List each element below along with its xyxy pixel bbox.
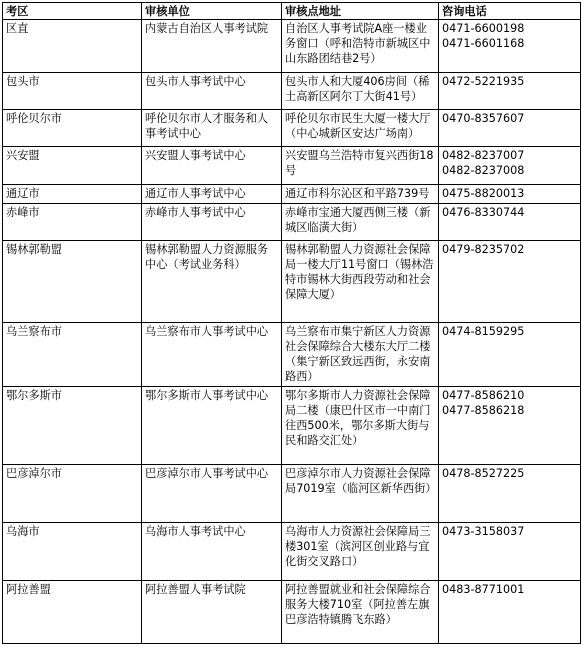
table-row [3, 464, 581, 522]
header-address: 审核点地址 [282, 3, 439, 20]
region-cell: 包头市 [3, 72, 142, 109]
phone-number: 0472-5221935 [442, 74, 525, 88]
phone-number: 0475-8820013 [442, 186, 525, 200]
phone-cell [439, 241, 581, 323]
phone-number: 0482-8237007 [442, 149, 525, 163]
region-cell: 通辽市 [3, 184, 142, 204]
region-cell: 鄂尔多斯市 [3, 387, 142, 465]
region-cell: 区直 [3, 20, 142, 73]
table-row [3, 20, 581, 73]
region-cell: 乌兰察布市 [3, 323, 142, 387]
address-cell: 鄂尔多斯市人力资源社会保障局二楼（康巴什区市一中南门往西500米，鄂尔多斯大街与民和路交汇处） [282, 387, 439, 465]
address-cell: 阿拉善盟就业和社会保障综合服务大楼710室（阿拉善左旗巴彦浩特镇腾飞东路） [282, 580, 439, 643]
unit-cell: 巴彦淖尔市人事考试中心 [142, 464, 282, 522]
table-row [3, 72, 581, 109]
unit-cell: 包头市人事考试中心 [142, 72, 282, 109]
phone-cell [439, 184, 581, 204]
unit-cell: 赤峰市人事考试中心 [142, 204, 282, 241]
phone-cell [439, 110, 581, 147]
unit-cell: 鄂尔多斯市人事考试中心 [142, 387, 282, 465]
phone-number: 0471-6600198 [442, 22, 525, 35]
address-cell: 包头市人和大厦406房间（稀土高新区阿尔丁大街41号） [282, 72, 439, 109]
phone-number: 0474-8159295 [442, 325, 525, 339]
unit-cell: 乌海市人事考试中心 [142, 522, 282, 580]
phone-cell [439, 204, 581, 241]
address-cell: 乌兰察布市集宁新区人力资源社会保障综合大楼东大厅二楼（集宁新区致远西街，永安南路西） [282, 323, 439, 387]
phone-number: 0483-8771001 [442, 582, 525, 596]
table-row [3, 580, 581, 643]
unit-cell: 兴安盟人事考试中心 [142, 147, 282, 184]
address-cell: 呼伦贝尔市民生大厦一楼大厅（中心城新区安达广场南） [282, 110, 439, 147]
phone-cell [439, 522, 581, 580]
table-row [3, 522, 581, 580]
unit-cell: 通辽市人事考试中心 [142, 184, 282, 204]
region-cell: 赤峰市 [3, 204, 142, 241]
phone-number: 0477-8586218 [442, 404, 525, 418]
address-cell: 通辽市科尔沁区和平路739号 [282, 184, 439, 204]
exam-center-table [2, 2, 581, 644]
phone-number: 0471-6601168 [442, 37, 525, 50]
phone-number: 0477-8586210 [442, 389, 525, 403]
unit-cell: 锡林郭勒盟人力资源服务中心（考试业务科） [142, 241, 282, 323]
table-body [3, 20, 581, 644]
phone-number: 0482-8237008 [442, 164, 525, 178]
header-row [3, 3, 581, 20]
unit-cell: 呼伦贝尔市人才服务和人事考试中心 [142, 110, 282, 147]
phone-cell [439, 20, 581, 73]
table-row [3, 241, 581, 323]
phone-number: 0473-3158037 [442, 524, 525, 538]
region-cell: 兴安盟 [3, 147, 142, 184]
table-row [3, 184, 581, 204]
phone-cell [439, 580, 581, 643]
phone-cell [439, 147, 581, 184]
address-cell: 自治区人事考试院A座一楼业务窗口（呼和浩特市新城区中山东路团结巷2号） [282, 20, 439, 73]
table-row [3, 204, 581, 241]
table-row [3, 387, 581, 465]
address-cell: 兴安盟乌兰浩特市复兴西街18号 [282, 147, 439, 184]
region-cell: 锡林郭勒盟 [3, 241, 142, 323]
address-cell: 乌海市人力资源社会保障局三楼301室（滨河区创业路与宜化街交叉路口） [282, 522, 439, 580]
unit-cell: 内蒙古自治区人事考试院 [142, 20, 282, 73]
unit-cell: 阿拉善盟人事考试院 [142, 580, 282, 643]
region-cell: 巴彦淖尔市 [3, 464, 142, 522]
phone-cell [439, 464, 581, 522]
region-cell: 阿拉善盟 [3, 580, 142, 643]
header-region: 考区 [3, 3, 142, 20]
table-row [3, 323, 581, 387]
address-cell: 锡林郭勒盟人力资源社会保障局一楼大厅11号窗口（锡林浩特市锡林大街西段劳动和社会保障大厦） [282, 241, 439, 323]
phone-cell [439, 387, 581, 465]
header-unit: 审核单位 [142, 3, 282, 20]
phone-number: 0479-8235702 [442, 243, 525, 257]
table-row [3, 110, 581, 147]
table-row [3, 147, 581, 184]
phone-cell [439, 72, 581, 109]
region-cell: 呼伦贝尔市 [3, 110, 142, 147]
phone-number: 0470-8357607 [442, 112, 525, 126]
region-cell: 乌海市 [3, 522, 142, 580]
header-phone: 咨询电话 [439, 3, 581, 20]
phone-number: 0476-8330744 [442, 206, 525, 220]
address-cell: 巴彦淖尔市人力资源社会保障局7019室（临河区新华西街） [282, 464, 439, 522]
phone-number: 0478-8527225 [442, 466, 525, 480]
unit-cell: 乌兰察布市人事考试中心 [142, 323, 282, 387]
address-cell: 赤峰市宝通大厦西侧三楼（新城区临潢大街） [282, 204, 439, 241]
phone-cell [439, 323, 581, 387]
